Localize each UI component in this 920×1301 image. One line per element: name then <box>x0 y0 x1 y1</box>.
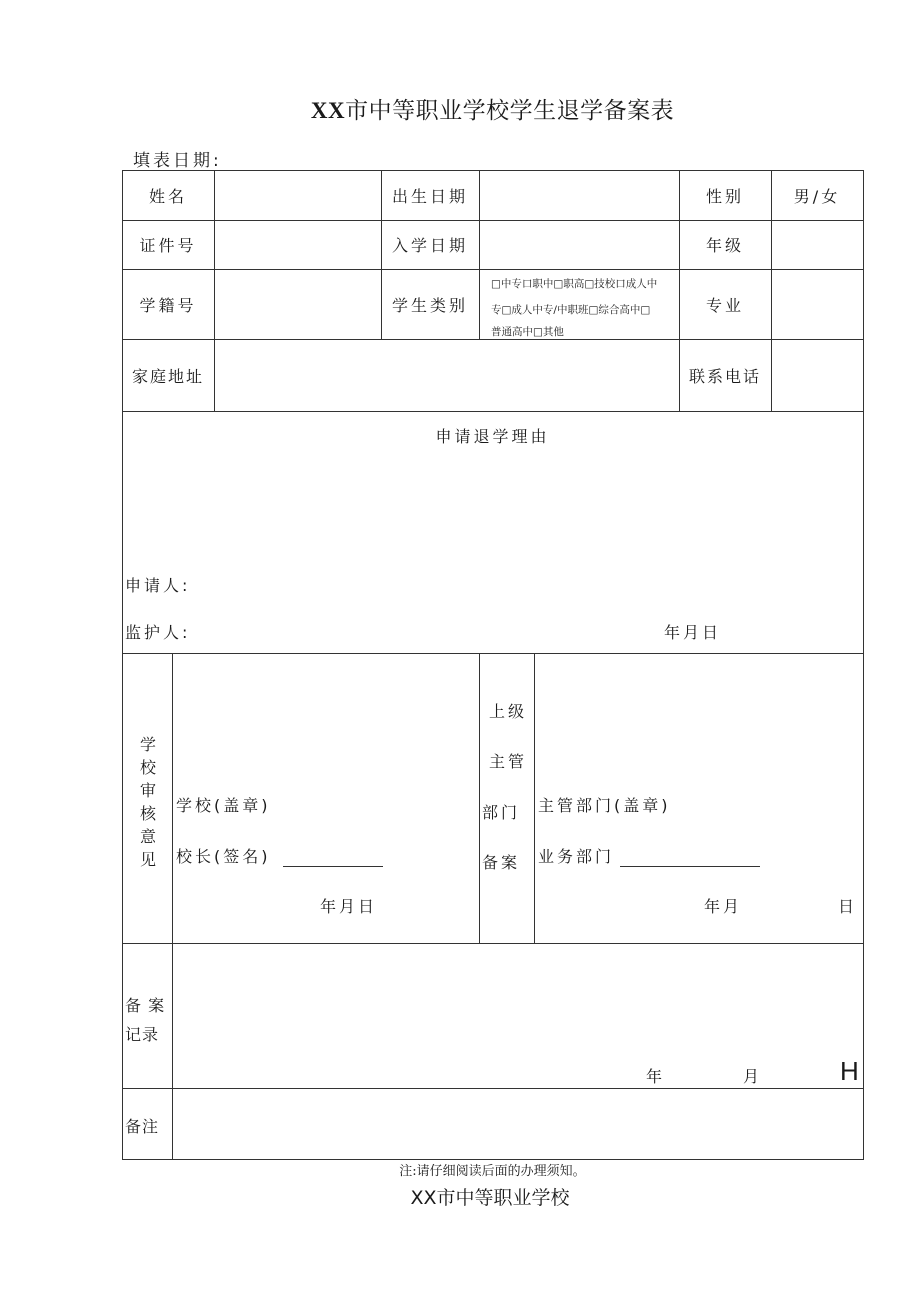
note-text: 注:请仔细阅读后面的办理须知。 <box>399 1164 586 1179</box>
remark-field[interactable] <box>173 1089 863 1159</box>
title-text: 市中等职业学校学生退学备案表 <box>345 98 675 124</box>
home-address-label: 家庭地址 <box>131 366 204 386</box>
school-opinion-char: 审 <box>139 781 156 800</box>
record-month-label: 月 <box>743 1067 763 1086</box>
footer-school-name: XX市中等职业学校 <box>410 1187 570 1209</box>
grade-label: 年级 <box>705 236 744 255</box>
dept-date-day: 日 <box>838 897 858 916</box>
category-options-line: □中专口职中□职高□技校口成人中 <box>491 278 658 290</box>
school-opinion-char: 校 <box>139 758 156 777</box>
dept-date-year-month: 年月 <box>704 897 743 916</box>
fill-date-label: 填表日期: <box>133 151 222 171</box>
phone-field[interactable] <box>771 339 863 411</box>
birth-date-field[interactable] <box>479 170 679 220</box>
record-day-glyph: H <box>840 1056 859 1086</box>
record-year-label: 年 <box>646 1067 666 1086</box>
school-seal-label: 学校(盖章) <box>176 796 271 815</box>
applicant-label: 申请人: <box>125 576 191 595</box>
school-opinion-char: 学 <box>139 735 156 754</box>
document-title <box>0 92 920 125</box>
birth-date-label: 出生日期 <box>391 186 468 206</box>
filing-record-field[interactable] <box>173 944 863 1054</box>
upper-dept-line: 上级 <box>489 702 528 721</box>
student-category-options[interactable] <box>491 271 679 339</box>
enrollment-date-label: 入学日期 <box>391 236 468 255</box>
withdrawal-reason-heading: 申请退学理由 <box>435 427 550 446</box>
category-options-line: 普通高中□其他 <box>491 326 564 338</box>
school-date-label: 年月日 <box>320 897 378 916</box>
name-label: 姓名 <box>148 186 187 206</box>
major-field[interactable] <box>771 269 863 339</box>
school-opinion-char: 见 <box>139 850 156 869</box>
phone-label: 联系电话 <box>688 366 761 386</box>
business-dept-label: 业务部门 <box>538 847 615 866</box>
student-roll-field[interactable] <box>214 269 381 339</box>
home-address-field[interactable] <box>214 339 679 411</box>
upper-dept-line: 备案 <box>482 853 521 872</box>
name-field[interactable] <box>214 170 381 220</box>
title-prefix: XX <box>310 98 346 123</box>
school-opinion-char: 意 <box>139 827 156 846</box>
upper-dept-line: 主管 <box>489 752 528 771</box>
school-opinion-label <box>138 733 158 871</box>
student-category-label: 学生类别 <box>391 295 468 315</box>
business-dept-signature-line[interactable] <box>620 850 760 867</box>
upper-dept-line: 部门 <box>482 803 521 822</box>
major-label: 专业 <box>705 295 744 315</box>
gender-label: 性别 <box>705 186 744 206</box>
school-opinion-char: 核 <box>139 804 156 823</box>
category-options-line: 专□成人中专/中职班□综合高中□ <box>491 304 651 316</box>
student-roll-label: 学籍号 <box>139 295 197 315</box>
id-number-label: 证件号 <box>139 236 197 255</box>
id-number-field[interactable] <box>214 220 381 269</box>
filing-record-label-line: 备 案 <box>125 996 166 1015</box>
filing-record-label-line: 记录 <box>125 1025 160 1044</box>
enrollment-date-field[interactable] <box>479 220 679 269</box>
dept-seal-label: 主管部门(盖章) <box>538 796 671 815</box>
gender-field[interactable]: 男/女 <box>793 186 841 206</box>
reason-date-label: 年月日 <box>664 623 722 642</box>
withdrawal-reason-field[interactable] <box>122 445 863 565</box>
principal-signature-label <box>176 844 383 867</box>
principal-signature-line[interactable] <box>283 850 383 867</box>
business-dept-signature <box>538 844 760 867</box>
principal-label: 校长(签名) <box>176 847 271 866</box>
remark-label: 备注 <box>125 1117 160 1136</box>
guardian-label: 监护人: <box>125 623 191 642</box>
grade-field[interactable] <box>771 220 863 269</box>
